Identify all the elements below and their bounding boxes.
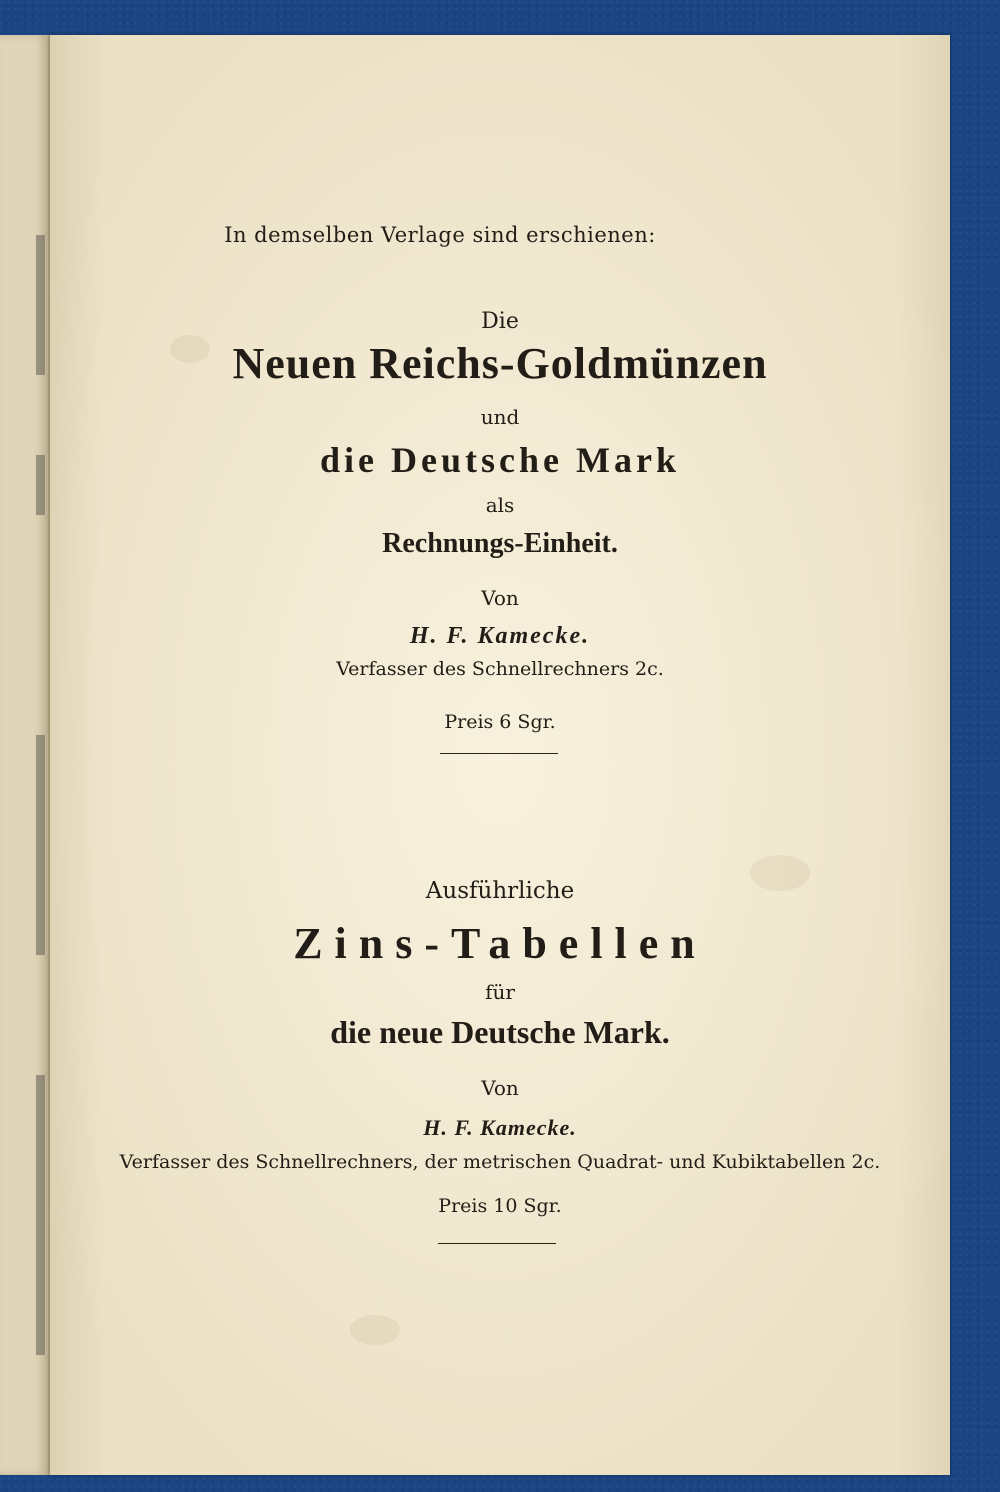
book1-title-line2: die Deutsche Mark <box>320 440 680 480</box>
book1-price: Preis 6 Sgr. <box>444 711 556 733</box>
book2-intro: Ausführliche <box>425 878 575 904</box>
book-page <box>50 35 950 1475</box>
book2-author: H. F. Kamecke. <box>423 1115 577 1140</box>
book2-price: Preis 10 Sgr. <box>438 1195 562 1217</box>
closing-divider <box>438 1243 556 1244</box>
book2-author-credit: Verfasser des Schnellrechners, der metrischen Quadrat- und Kubiktabellen 2c. <box>119 1151 881 1173</box>
book1-title-line3: Rechnungs-Einheit. <box>382 528 618 559</box>
publisher-intro: In demselben Verlage sind erschienen: <box>224 223 656 247</box>
previous-page-edge <box>0 35 50 1475</box>
page-content <box>50 35 950 1475</box>
book2-title-line1: Zins-Tabellen <box>293 919 707 968</box>
book1-article: Die <box>481 309 519 334</box>
book1-by: Von <box>481 586 519 610</box>
book1-preposition: als <box>485 493 515 517</box>
book1-conjunction: und <box>480 405 520 429</box>
book1-title-line1: Neuen Reichs-Goldmünzen <box>232 339 768 388</box>
book2-by: Von <box>481 1076 519 1100</box>
book2-preposition: für <box>485 980 515 1004</box>
book2-title-line2: die neue Deutsche Mark. <box>330 1014 670 1050</box>
book1-author-credit: Verfasser des Schnellrechners 2c. <box>336 658 664 680</box>
section-divider <box>440 753 558 754</box>
book1-author: H. F. Kamecke. <box>409 623 591 649</box>
